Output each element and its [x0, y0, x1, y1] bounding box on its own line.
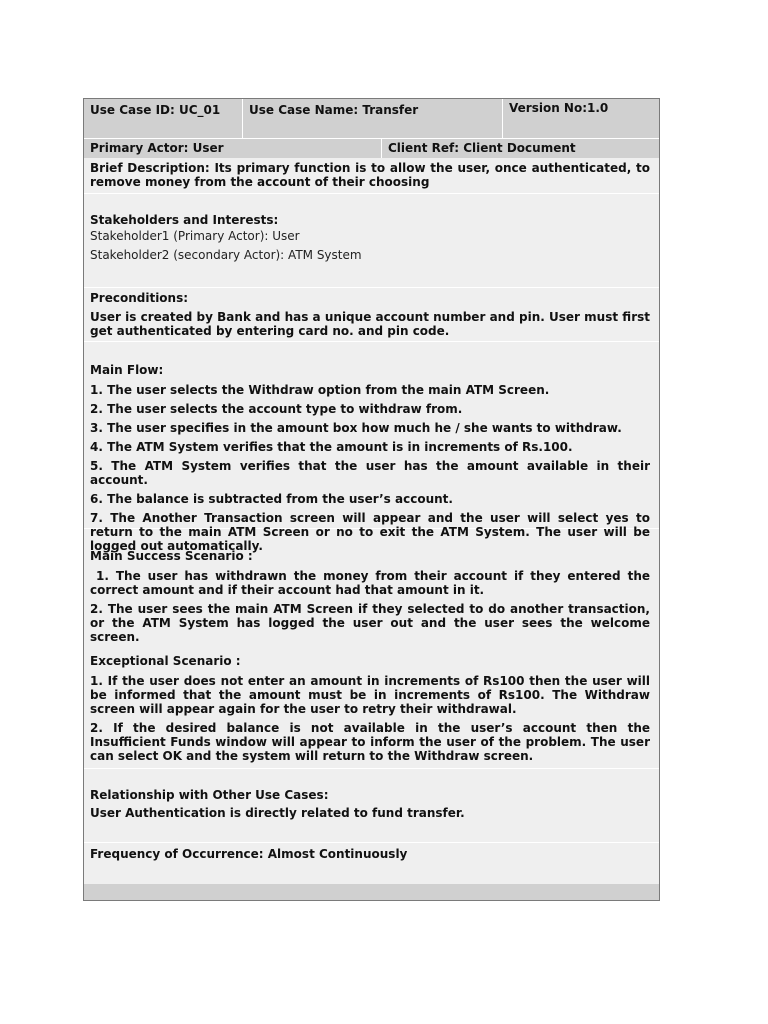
main-success-item: 1. The user has withdrawn the money from their account if they entered the correct amount and if their account had that amount in it.: [90, 569, 650, 597]
main-flow-step: 4. The ATM System verifies that the amount is in increments of Rs.100.: [90, 440, 573, 454]
brief-description-section: [84, 158, 659, 194]
preconditions-section: [84, 288, 659, 342]
preconditions-text: User is created by Bank and has a unique account number and pin. User must first get authenticated by entering card no. and pin code.: [90, 310, 650, 338]
exceptional-item: 1. If the user does not enter an amount in increments of Rs100 then the user will be informed that the amount must be in increments of Rs100. The Withdraw screen will appear again for the user to retry their withdrawal.: [90, 674, 650, 716]
frequency-of-occurrence: Frequency of Occurrence: Almost Continuously: [90, 847, 408, 861]
main-flow-step: 5. The ATM System verifies that the user has the amount available in their account.: [90, 459, 650, 487]
exceptional-item: 2. If the desired balance is not available in the user’s account then the Insufficient Funds window will appear to inform the user of the problem. The user can select OK and the system will return to the Withdraw screen.: [90, 721, 650, 763]
version-cell: [503, 99, 659, 138]
header-row-1: [84, 99, 659, 139]
use-case-document: [83, 98, 660, 901]
use-case-id-cell: [84, 99, 243, 138]
client-ref-cell: [382, 139, 659, 158]
main-flow-section: [84, 342, 659, 553]
primary-actor-cell: [84, 139, 382, 158]
relationship-section: [84, 769, 659, 843]
client-ref: Client Ref: Client Document: [388, 141, 576, 155]
main-success-section: [84, 529, 659, 644]
relationship-title: Relationship with Other Use Cases:: [90, 788, 329, 802]
main-success-item: 2. The user sees the main ATM Screen if they selected to do another transaction, or the ATM System has logged the user out and the user sees the welcome screen.: [90, 602, 650, 644]
stakeholders-section: [84, 194, 659, 288]
use-case-id: Use Case ID: UC_01: [90, 103, 221, 117]
footer-bar: [84, 884, 659, 900]
main-flow-step: 1. The user selects the Withdraw option from the main ATM Screen.: [90, 383, 550, 397]
stakeholder-2: Stakeholder2 (secondary Actor): ATM System: [90, 248, 362, 262]
use-case-name: Use Case Name: Transfer: [249, 103, 419, 117]
stakeholder-1: Stakeholder1 (Primary Actor): User: [90, 229, 300, 243]
preconditions-title: Preconditions:: [90, 291, 189, 305]
primary-actor: Primary Actor: User: [90, 141, 224, 155]
main-flow-step: 2. The user selects the account type to withdraw from.: [90, 402, 463, 416]
version-number: Version No:1.0: [509, 101, 609, 115]
frequency-section: [84, 843, 659, 884]
main-flow-title: Main Flow:: [90, 363, 164, 377]
main-flow-step: 6. The balance is subtracted from the user’s account.: [90, 492, 453, 506]
relationship-text: User Authentication is directly related to fund transfer.: [90, 806, 465, 820]
brief-description: Brief Description: Its primary function is to allow the user, once authenticated, to remove money from the account of their choosing: [90, 161, 650, 189]
main-success-title: Main Success Scenario :: [90, 549, 253, 563]
main-flow-step: 3. The user specifies in the amount box how much he / she wants to withdraw.: [90, 421, 622, 435]
main-flow-step: 7. The Another Transaction screen will appear and the user will select yes to return to the main ATM Screen or no to exit the ATM System. The user will be logged out automatically.: [90, 511, 650, 553]
exceptional-section: [84, 627, 659, 769]
header-row-2: [84, 139, 659, 158]
exceptional-items: [90, 674, 650, 768]
exceptional-title: Exceptional Scenario :: [90, 654, 241, 668]
stakeholders-title: Stakeholders and Interests:: [90, 213, 279, 227]
use-case-name-cell: [243, 99, 503, 138]
